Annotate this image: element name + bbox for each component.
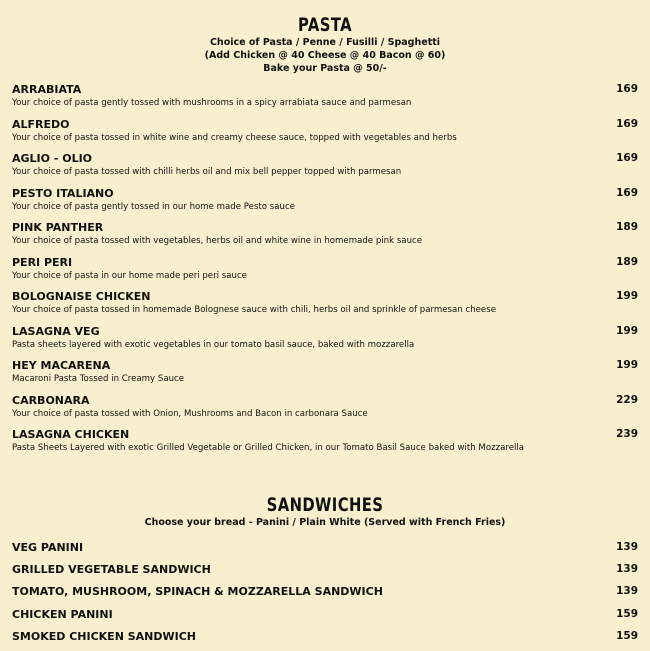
menu-item-price: 189 xyxy=(616,255,638,268)
menu-item xyxy=(0,151,650,186)
menu-item-name: PINK PANTHER xyxy=(12,221,104,234)
menu-item-name: ARRABIATA xyxy=(12,83,82,96)
menu-item-price: 189 xyxy=(616,221,638,233)
menu-item-price: 169 xyxy=(616,117,638,130)
menu-item-price: 139 xyxy=(616,585,638,598)
pasta-subtitle-1: Choice of Pasta / Penne / Fusilli / Spaghetti xyxy=(209,37,441,48)
menu-item-price: 199 xyxy=(616,324,638,337)
menu-item-name: GRILLED VEGETABLE SANDWICH xyxy=(12,563,211,577)
menu-item xyxy=(0,562,650,584)
menu-item-name: CHICKEN PANINI xyxy=(12,607,113,621)
menu-item-price: 199 xyxy=(616,359,638,371)
menu-item-price: 229 xyxy=(616,393,638,406)
menu-item xyxy=(0,607,650,629)
pasta-title: PASTA xyxy=(297,14,353,36)
menu-item-name: TOMATO, MUSHROOM, SPINACH & MOZZARELLA SANDWICH xyxy=(12,585,383,599)
menu-item-description: Your choice of pasta tossed in white wine and creamy cheese sauce, topped with vegetables and herbs xyxy=(12,132,457,143)
menu-item-price: 199 xyxy=(616,290,638,302)
menu-item-description: Pasta sheets layered with exotic vegetables in our tomato basil sauce, baked with mozzarella xyxy=(12,339,415,350)
menu-item-name: AGLIO - OLIO xyxy=(12,152,93,165)
menu-item-price: 169 xyxy=(616,186,638,199)
menu-item xyxy=(0,255,650,290)
menu-item xyxy=(0,540,650,562)
menu-item-price: 159 xyxy=(616,607,638,620)
menu-item-name: LASAGNA CHICKEN xyxy=(12,428,130,441)
menu-item-name: HEY MACARENA xyxy=(12,359,111,372)
menu-item-description: Macaroni Pasta Tossed in Creamy Sauce xyxy=(12,374,185,384)
menu-item-description: Your choice of pasta tossed with vegetables, herbs oil and white wine in homemade pink sauce xyxy=(12,236,423,246)
menu-item-description: Your choice of pasta tossed with chilli herbs oil and mix bell pepper topped with parmesan xyxy=(12,167,402,177)
menu-item-name: BOLOGNAISE CHICKEN xyxy=(12,290,151,303)
menu-item-name: CARBONARA xyxy=(12,393,90,407)
menu-item-name: PERI PERI xyxy=(12,255,73,269)
menu-item-description: Your choice of pasta gently tossed in our home made Pesto sauce xyxy=(12,201,295,212)
menu-item-name: ALFREDO xyxy=(12,117,70,131)
menu-item-name: PESTO ITALIANO xyxy=(12,186,114,200)
menu-item-price: 139 xyxy=(616,563,638,576)
menu-item xyxy=(0,324,650,359)
sandwiches-title: SANDWICHES xyxy=(266,494,384,516)
pasta-subtitle-2: (Add Chicken @ 40 Cheese @ 40 Bacon @ 60) xyxy=(204,50,446,61)
menu-item xyxy=(0,82,650,117)
menu-item-price: 169 xyxy=(616,152,638,164)
menu-item-price: 159 xyxy=(616,629,638,642)
menu-item xyxy=(0,427,650,462)
menu-item-price: 239 xyxy=(616,428,638,440)
pasta-item-list xyxy=(0,82,650,462)
menu-item-name: VEG PANINI xyxy=(12,541,84,554)
menu-item xyxy=(0,584,650,606)
menu-item-description: Your choice of pasta in our home made peri peri sauce xyxy=(12,270,247,281)
menu-item-name: LASAGNA VEG xyxy=(12,324,100,338)
menu-item-price: 139 xyxy=(616,541,638,553)
menu-item xyxy=(0,289,650,324)
menu-item xyxy=(0,117,650,152)
menu-item-description: Pasta Sheets Layered with exotic Grilled Vegetable or Grilled Chicken, in our Tomato Basil Sauce baked with Mozzarella xyxy=(12,443,525,453)
menu-item xyxy=(0,393,650,428)
sandwiches-subtitle: Choose your bread - Panini / Plain White (Served with French Fries) xyxy=(144,517,506,528)
pasta-section xyxy=(0,14,650,462)
pasta-subtitle-3: Bake your Pasta @ 50/- xyxy=(263,63,387,74)
menu-item xyxy=(0,358,650,393)
menu-item xyxy=(0,186,650,221)
menu-item xyxy=(0,629,650,651)
menu-item-price: 169 xyxy=(616,83,638,95)
menu-item-description: Your choice of pasta tossed in homemade Bolognese sauce with chili, herbs oil and sprinkle of parmesan cheese xyxy=(12,305,496,315)
menu-item xyxy=(0,220,650,255)
menu-item-name: SMOKED CHICKEN SANDWICH xyxy=(12,629,197,643)
sandwich-item-list xyxy=(0,540,650,651)
menu-item-description: Your choice of pasta gently tossed with mushrooms in a spicy arrabiata sauce and parmesan xyxy=(12,98,412,108)
sandwiches-section xyxy=(0,494,650,651)
menu-item-description: Your choice of pasta tossed with Onion, Mushrooms and Bacon in carbonara Sauce xyxy=(12,408,368,419)
